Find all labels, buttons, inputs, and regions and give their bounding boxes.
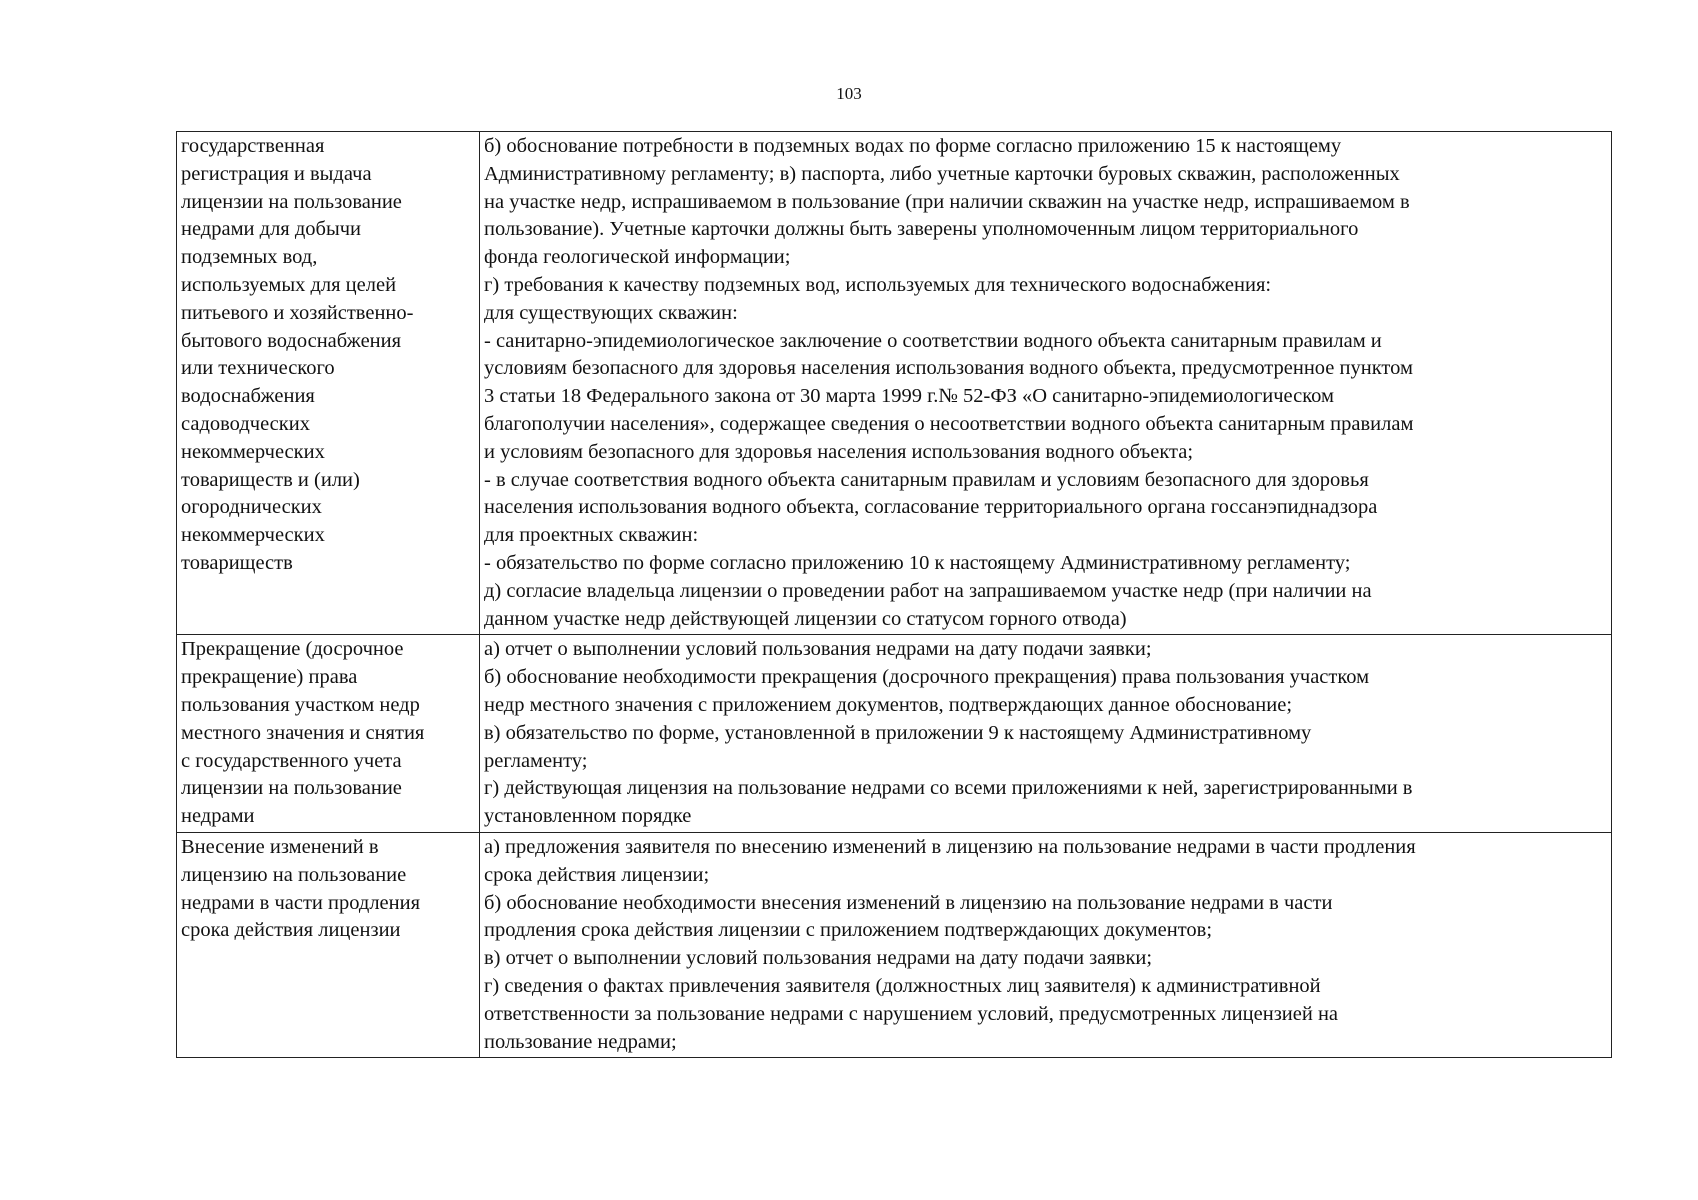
procedure-line: лицензию на пользование bbox=[181, 863, 407, 886]
cell-text bbox=[181, 133, 471, 578]
procedure-line: товариществ и (или) bbox=[181, 468, 360, 491]
document-line: условиям безопасного для здоровья населения использования водного объекта, предусмотренное пунктом bbox=[484, 357, 1413, 380]
document-line: данном участке недр действующей лицензии со статусом горного отвода) bbox=[484, 607, 1127, 630]
procedure-line: недрами в части продления bbox=[181, 891, 421, 914]
procedure-cell bbox=[177, 635, 480, 833]
table-row bbox=[177, 832, 1612, 1057]
procedure-line: подземных вод, bbox=[181, 246, 318, 269]
document-line: регламенту; bbox=[484, 749, 588, 772]
procedure-line: садоводческих bbox=[181, 412, 310, 435]
procedure-line: недрами для добычи bbox=[181, 218, 362, 241]
cell-text bbox=[181, 636, 471, 831]
document-line: 3 статьи 18 Федерального закона от 30 марта 1999 г.№ 52-ФЗ «О санитарно-эпидемиологическом bbox=[484, 385, 1334, 408]
procedure-line: лицензии на пользование bbox=[181, 777, 402, 800]
procedure-line: регистрация и выдача bbox=[181, 162, 372, 185]
table-row bbox=[177, 635, 1612, 833]
document-line: для существующих скважин: bbox=[484, 301, 738, 324]
procedure-line: водоснабжения bbox=[181, 385, 315, 408]
cell-text bbox=[484, 834, 1606, 1056]
document-line: г) сведения о фактах привлечения заявителя (должностных лиц заявителя) к административной bbox=[484, 974, 1321, 997]
procedure-line: лицензии на пользование bbox=[181, 190, 402, 213]
cell-text bbox=[181, 834, 471, 945]
procedure-cell bbox=[177, 832, 480, 1057]
table-body bbox=[177, 132, 1612, 1058]
document-line: пользование недрами; bbox=[484, 1030, 677, 1053]
procedure-line: государственная bbox=[181, 135, 325, 157]
procedure-line: Прекращение (досрочное bbox=[181, 638, 404, 661]
cell-text bbox=[484, 636, 1606, 831]
document-line: на участке недр, испрашиваемом в пользование (при наличии скважин на участке недр, испрашиваемом в bbox=[484, 190, 1410, 213]
document-line: продления срока действия лицензии с приложением подтверждающих документов; bbox=[484, 919, 1213, 942]
procedure-line: бытового водоснабжения bbox=[181, 329, 402, 352]
procedure-line: некоммерческих bbox=[181, 524, 325, 547]
procedure-line: прекращение) права bbox=[181, 666, 358, 689]
table-row bbox=[177, 132, 1612, 635]
documents-cell bbox=[480, 132, 1612, 635]
procedure-line: срока действия лицензии bbox=[181, 919, 401, 942]
documents-cell bbox=[480, 832, 1612, 1057]
document-line: срока действия лицензии; bbox=[484, 863, 710, 886]
document-line: населения использования водного объекта, согласование территориального органа госсанэпиднадзора bbox=[484, 496, 1378, 519]
procedure-line: пользования участком недр bbox=[181, 693, 420, 716]
procedure-line: недрами bbox=[181, 805, 255, 828]
requirements-table bbox=[176, 131, 1612, 1058]
document-line: а) предложения заявителя по внесению изменений в лицензию на пользование недрами в части продления bbox=[484, 835, 1416, 858]
document-line: б) обоснование необходимости прекращения (досрочного прекращения) права пользования участком bbox=[484, 666, 1370, 689]
document-line: недр местного значения с приложением документов, подтверждающих данное обоснование; bbox=[484, 693, 1293, 716]
document-line: пользование). Учетные карточки должны быть заверены уполномоченным лицом территориального bbox=[484, 218, 1359, 241]
document-line: в) обязательство по форме, установленной в приложении 9 к настоящему Административному bbox=[484, 721, 1312, 744]
document-line: б) обоснование потребности в подземных водах по форме согласно приложению 15 к настоящему bbox=[484, 135, 1342, 157]
document-line: - обязательство по форме согласно приложению 10 к настоящему Административному регламенту; bbox=[484, 551, 1351, 574]
document-line: установленном порядке bbox=[484, 805, 692, 828]
document-line: фонда геологической информации; bbox=[484, 246, 791, 269]
document-line: а) отчет о выполнении условий пользования недрами на дату подачи заявки; bbox=[484, 638, 1152, 661]
document-line: б) обоснование необходимости внесения изменений в лицензию на пользование недрами в части bbox=[484, 891, 1333, 914]
document-line: - санитарно-эпидемиологическое заключение о соответствии водного объекта санитарным правилам и bbox=[484, 329, 1382, 352]
document-line: для проектных скважин: bbox=[484, 524, 699, 547]
document-line: и условиям безопасного для здоровья населения использования водного объекта; bbox=[484, 440, 1194, 463]
procedure-line: некоммерческих bbox=[181, 440, 325, 463]
procedure-line: товариществ bbox=[181, 551, 293, 574]
document-line: - в случае соответствия водного объекта санитарным правилам и условиям безопасного для здоровья bbox=[484, 468, 1369, 491]
procedure-line: Внесение изменений в bbox=[181, 835, 379, 858]
document-line: благополучии населения», содержащее сведения о несоответствии водного объекта санитарным правилам bbox=[484, 412, 1414, 435]
procedure-line: или технического bbox=[181, 357, 335, 380]
procedure-cell bbox=[177, 132, 480, 635]
procedure-line: местного значения и снятия bbox=[181, 721, 425, 744]
document-line: г) требования к качеству подземных вод, используемых для технического водоснабжения: bbox=[484, 273, 1272, 296]
procedure-line: питьевого и хозяйственно- bbox=[181, 301, 414, 324]
procedure-line: огороднических bbox=[181, 496, 322, 519]
procedure-line: с государственного учета bbox=[181, 749, 402, 772]
document-line: д) согласие владельца лицензии о проведении работ на запрашиваемом участке недр (при наличии на bbox=[484, 579, 1372, 602]
document-line: в) отчет о выполнении условий пользования недрами на дату подачи заявки; bbox=[484, 947, 1153, 970]
documents-cell bbox=[480, 635, 1612, 833]
cell-text bbox=[484, 133, 1606, 633]
document-line: ответственности за пользование недрами с нарушением условий, предусмотренных лицензией на bbox=[484, 1002, 1339, 1025]
procedure-line: используемых для целей bbox=[181, 273, 397, 296]
page-number: 103 bbox=[836, 84, 862, 103]
document-line: Административному регламенту; в) паспорта, либо учетные карточки буровых скважин, расположенных bbox=[484, 162, 1400, 185]
document-line: г) действующая лицензия на пользование недрами со всеми приложениями к ней, зарегистрированными в bbox=[484, 777, 1413, 800]
